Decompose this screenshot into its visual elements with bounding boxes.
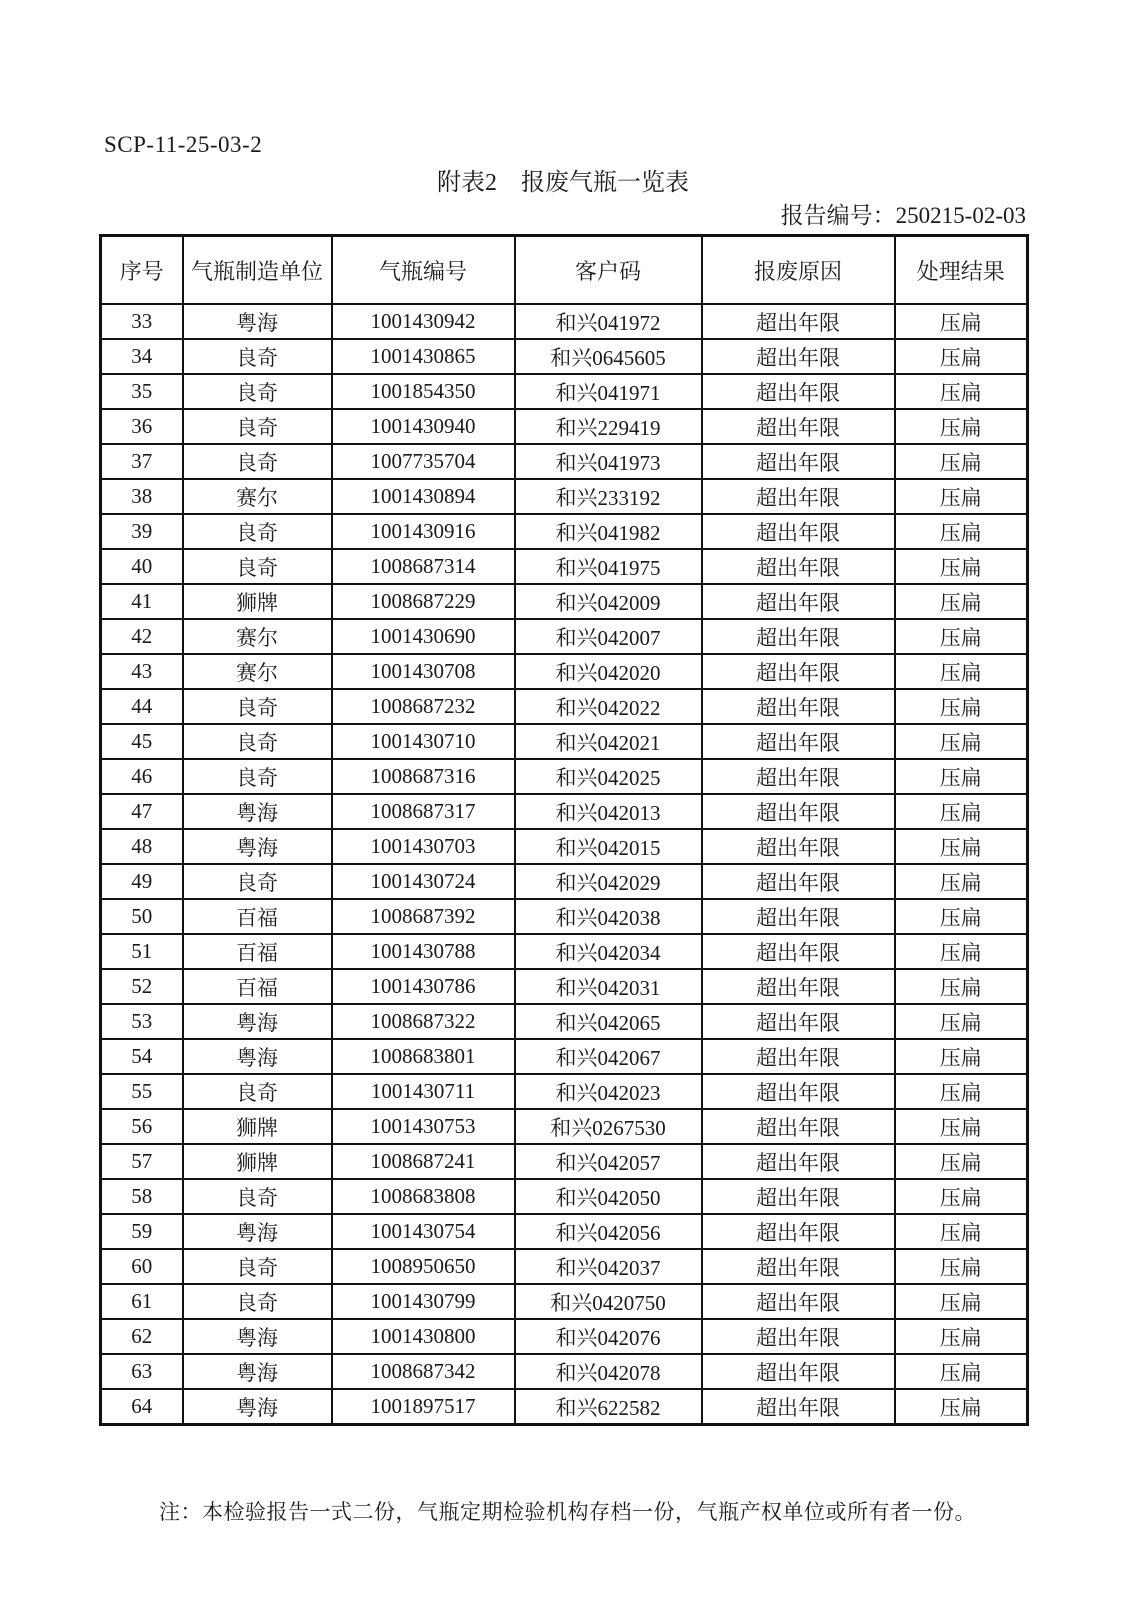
table-cell-customer-code: 和兴042020 [515, 654, 702, 689]
table-row [101, 864, 1028, 899]
table-cell-cylinder-no: 1008687392 [332, 899, 515, 934]
table-cell-cylinder-no: 1001430703 [332, 829, 515, 864]
table-cell-customer-code: 和兴041973 [515, 444, 702, 479]
table-cell-scrap-reason: 超出年限 [702, 374, 895, 409]
table-cell-seq: 57 [101, 1144, 183, 1179]
table-cell-seq: 55 [101, 1074, 183, 1109]
table-row [101, 1214, 1028, 1249]
table-cell-customer-code: 和兴042015 [515, 829, 702, 864]
table-row [101, 374, 1028, 409]
table-cell-manufacturer: 粤海 [183, 1319, 332, 1354]
table-cell-result: 压扁 [895, 969, 1028, 1004]
table-cell-cylinder-no: 1008687314 [332, 549, 515, 584]
table-cell-scrap-reason: 超出年限 [702, 1074, 895, 1109]
table-cell-manufacturer: 粤海 [183, 1004, 332, 1039]
table-cell-scrap-reason: 超出年限 [702, 479, 895, 514]
table-cell-customer-code: 和兴042031 [515, 969, 702, 1004]
table-cell-result: 压扁 [895, 374, 1028, 409]
table-cell-cylinder-no: 1001430711 [332, 1074, 515, 1109]
table-cell-scrap-reason: 超出年限 [702, 304, 895, 339]
table-cell-customer-code: 和兴229419 [515, 409, 702, 444]
table-cell-customer-code: 和兴042021 [515, 724, 702, 759]
table-cell-manufacturer: 良奇 [183, 374, 332, 409]
table-cell-cylinder-no: 1001430690 [332, 619, 515, 654]
table-row [101, 1074, 1028, 1109]
table-cell-result: 压扁 [895, 549, 1028, 584]
table-cell-scrap-reason: 超出年限 [702, 1039, 895, 1074]
header-row [101, 236, 1028, 305]
table-cell-result: 压扁 [895, 1004, 1028, 1039]
table-row [101, 829, 1028, 864]
table-cell-manufacturer: 良奇 [183, 339, 332, 374]
table-cell-seq: 54 [101, 1039, 183, 1074]
table-row [101, 724, 1028, 759]
table-cell-scrap-reason: 超出年限 [702, 409, 895, 444]
table-cell-seq: 34 [101, 339, 183, 374]
table-cell-cylinder-no: 1008687229 [332, 584, 515, 619]
table-cell-customer-code: 和兴042076 [515, 1319, 702, 1354]
table-cell-seq: 53 [101, 1004, 183, 1039]
table-row [101, 1249, 1028, 1284]
table-cell-seq: 33 [101, 304, 183, 339]
table-cell-cylinder-no: 1001430754 [332, 1214, 515, 1249]
table-cell-result: 压扁 [895, 409, 1028, 444]
table-cell-manufacturer: 良奇 [183, 864, 332, 899]
table-cell-customer-code: 和兴042057 [515, 1144, 702, 1179]
table-cell-cylinder-no: 1008687322 [332, 1004, 515, 1039]
col-header-manufacturer: 气瓶制造单位 [183, 236, 332, 305]
table-cell-result: 压扁 [895, 1389, 1028, 1425]
table-cell-result: 压扁 [895, 1109, 1028, 1144]
table-cell-scrap-reason: 超出年限 [702, 1354, 895, 1389]
table-cell-customer-code: 和兴233192 [515, 479, 702, 514]
table-row [101, 654, 1028, 689]
table-cell-cylinder-no: 1001430865 [332, 339, 515, 374]
table-cell-cylinder-no: 1001430799 [332, 1284, 515, 1319]
table-cell-manufacturer: 良奇 [183, 1284, 332, 1319]
table-cell-seq: 45 [101, 724, 183, 759]
table-cell-manufacturer: 百福 [183, 899, 332, 934]
report-number: 报告编号：250215-02-03 [780, 203, 1026, 228]
table-cell-cylinder-no: 1008687316 [332, 759, 515, 794]
table-cell-cylinder-no: 1001430942 [332, 304, 515, 339]
table-cell-scrap-reason: 超出年限 [702, 724, 895, 759]
table-cell-customer-code: 和兴0645605 [515, 339, 702, 374]
table-cell-manufacturer: 粤海 [183, 829, 332, 864]
table-cell-customer-code: 和兴042078 [515, 1354, 702, 1389]
table-row [101, 479, 1028, 514]
table-cell-result: 压扁 [895, 1144, 1028, 1179]
table-row [101, 1179, 1028, 1214]
table-cell-cylinder-no: 1001430916 [332, 514, 515, 549]
table-cell-manufacturer: 良奇 [183, 1179, 332, 1214]
table-cell-result: 压扁 [895, 1179, 1028, 1214]
table-cell-scrap-reason: 超出年限 [702, 584, 895, 619]
table-cell-result: 压扁 [895, 1319, 1028, 1354]
table-cell-scrap-reason: 超出年限 [702, 1214, 895, 1249]
table-cell-customer-code: 和兴042029 [515, 864, 702, 899]
table-row [101, 1109, 1028, 1144]
table-cell-customer-code: 和兴042013 [515, 794, 702, 829]
table-cell-result: 压扁 [895, 479, 1028, 514]
table-cell-seq: 47 [101, 794, 183, 829]
table-cell-result: 压扁 [895, 1249, 1028, 1284]
table-cell-seq: 60 [101, 1249, 183, 1284]
table-cell-seq: 48 [101, 829, 183, 864]
table-cell-seq: 46 [101, 759, 183, 794]
table-row [101, 969, 1028, 1004]
table-cell-manufacturer: 良奇 [183, 549, 332, 584]
table-cell-manufacturer: 良奇 [183, 444, 332, 479]
scrapped-cylinder-table [99, 234, 1029, 1426]
table-cell-result: 压扁 [895, 899, 1028, 934]
table-cell-seq: 64 [101, 1389, 183, 1425]
table-cell-customer-code: 和兴042050 [515, 1179, 702, 1214]
table-cell-result: 压扁 [895, 1074, 1028, 1109]
table-cell-manufacturer: 粤海 [183, 1389, 332, 1425]
table-cell-seq: 39 [101, 514, 183, 549]
table-cell-seq: 43 [101, 654, 183, 689]
table-cell-seq: 37 [101, 444, 183, 479]
table-cell-manufacturer: 良奇 [183, 689, 332, 724]
table-cell-customer-code: 和兴041972 [515, 304, 702, 339]
table-cell-seq: 62 [101, 1319, 183, 1354]
table-cell-cylinder-no: 1008687342 [332, 1354, 515, 1389]
table-cell-manufacturer: 赛尔 [183, 479, 332, 514]
table-cell-result: 压扁 [895, 864, 1028, 899]
table-row [101, 1039, 1028, 1074]
table-cell-manufacturer: 百福 [183, 969, 332, 1004]
table-cell-manufacturer: 良奇 [183, 514, 332, 549]
col-header-scrap-reason: 报废原因 [702, 236, 895, 305]
col-header-cylinder-no: 气瓶编号 [332, 236, 515, 305]
table-cell-seq: 63 [101, 1354, 183, 1389]
table-cell-manufacturer: 粤海 [183, 1354, 332, 1389]
table-cell-scrap-reason: 超出年限 [702, 1179, 895, 1214]
table-cell-customer-code: 和兴042009 [515, 584, 702, 619]
table-cell-cylinder-no: 1001430940 [332, 409, 515, 444]
table-cell-seq: 49 [101, 864, 183, 899]
table-cell-result: 压扁 [895, 724, 1028, 759]
table-cell-manufacturer: 粤海 [183, 794, 332, 829]
col-header-seq: 序号 [101, 236, 183, 305]
table-cell-result: 压扁 [895, 1039, 1028, 1074]
table-row [101, 584, 1028, 619]
table-cell-scrap-reason: 超出年限 [702, 829, 895, 864]
table-cell-cylinder-no: 1008683808 [332, 1179, 515, 1214]
table-cell-manufacturer: 赛尔 [183, 619, 332, 654]
table-cell-scrap-reason: 超出年限 [702, 619, 895, 654]
table-cell-result: 压扁 [895, 514, 1028, 549]
table-cell-manufacturer: 狮牌 [183, 584, 332, 619]
table-cell-manufacturer: 狮牌 [183, 1144, 332, 1179]
table-cell-scrap-reason: 超出年限 [702, 794, 895, 829]
table-cell-cylinder-no: 1007735704 [332, 444, 515, 479]
doc-code: SCP-11-25-03-2 [104, 132, 263, 157]
table-cell-scrap-reason: 超出年限 [702, 864, 895, 899]
table-cell-seq: 41 [101, 584, 183, 619]
table-cell-manufacturer: 良奇 [183, 1249, 332, 1284]
table-cell-seq: 50 [101, 899, 183, 934]
table-cell-scrap-reason: 超出年限 [702, 1249, 895, 1284]
table-cell-cylinder-no: 1001430710 [332, 724, 515, 759]
table-row [101, 549, 1028, 584]
table-row [101, 1389, 1028, 1425]
table-cell-manufacturer: 狮牌 [183, 1109, 332, 1144]
table-cell-result: 压扁 [895, 444, 1028, 479]
table-cell-seq: 61 [101, 1284, 183, 1319]
table-row [101, 1004, 1028, 1039]
table-row [101, 514, 1028, 549]
table-cell-seq: 52 [101, 969, 183, 1004]
table-row [101, 934, 1028, 969]
table-cell-scrap-reason: 超出年限 [702, 759, 895, 794]
table-cell-customer-code: 和兴042037 [515, 1249, 702, 1284]
table-cell-scrap-reason: 超出年限 [702, 969, 895, 1004]
table-cell-cylinder-no: 1001430800 [332, 1319, 515, 1354]
table-cell-customer-code: 和兴042022 [515, 689, 702, 724]
table-cell-scrap-reason: 超出年限 [702, 654, 895, 689]
table-cell-seq: 36 [101, 409, 183, 444]
table-row [101, 1144, 1028, 1179]
table-cell-result: 压扁 [895, 619, 1028, 654]
table-cell-seq: 56 [101, 1109, 183, 1144]
table-row [101, 899, 1028, 934]
table-cell-scrap-reason: 超出年限 [702, 1319, 895, 1354]
table-cell-cylinder-no: 1008687232 [332, 689, 515, 724]
table-cell-seq: 51 [101, 934, 183, 969]
col-header-result: 处理结果 [895, 236, 1028, 305]
table-cell-customer-code: 和兴041982 [515, 514, 702, 549]
table-cell-customer-code: 和兴042065 [515, 1004, 702, 1039]
table-cell-seq: 59 [101, 1214, 183, 1249]
table-row [101, 409, 1028, 444]
table-cell-seq: 38 [101, 479, 183, 514]
table-cell-customer-code: 和兴042007 [515, 619, 702, 654]
table-cell-customer-code: 和兴042034 [515, 934, 702, 969]
table-cell-manufacturer: 百福 [183, 934, 332, 969]
table-cell-cylinder-no: 1001430894 [332, 479, 515, 514]
table-cell-customer-code: 和兴042023 [515, 1074, 702, 1109]
table-cell-customer-code: 和兴041975 [515, 549, 702, 584]
table-cell-seq: 42 [101, 619, 183, 654]
table-row [101, 1354, 1028, 1389]
table-row [101, 794, 1028, 829]
table-cell-scrap-reason: 超出年限 [702, 444, 895, 479]
table-cell-customer-code: 和兴042056 [515, 1214, 702, 1249]
table-cell-result: 压扁 [895, 794, 1028, 829]
table-cell-result: 压扁 [895, 1284, 1028, 1319]
table-cell-cylinder-no: 1001430788 [332, 934, 515, 969]
table-cell-scrap-reason: 超出年限 [702, 1389, 895, 1425]
table-cell-result: 压扁 [895, 689, 1028, 724]
table-cell-manufacturer: 粤海 [183, 1214, 332, 1249]
table-row [101, 759, 1028, 794]
table-cell-customer-code: 和兴0267530 [515, 1109, 702, 1144]
table-row [101, 1284, 1028, 1319]
table-cell-result: 压扁 [895, 339, 1028, 374]
table-cell-cylinder-no: 1001430724 [332, 864, 515, 899]
table-row [101, 339, 1028, 374]
table-cell-manufacturer: 良奇 [183, 759, 332, 794]
table-cell-scrap-reason: 超出年限 [702, 934, 895, 969]
footer-note: 注：本检验报告一式二份，气瓶定期检验机构存档一份，气瓶产权单位或所有者一份。 [159, 1500, 976, 1524]
table-cell-result: 压扁 [895, 934, 1028, 969]
table-cell-cylinder-no: 1001430753 [332, 1109, 515, 1144]
table-cell-scrap-reason: 超出年限 [702, 1284, 895, 1319]
table-cell-customer-code: 和兴622582 [515, 1389, 702, 1425]
table-cell-manufacturer: 粤海 [183, 304, 332, 339]
table-cell-manufacturer: 良奇 [183, 1074, 332, 1109]
table-cell-cylinder-no: 1008687241 [332, 1144, 515, 1179]
table-cell-cylinder-no: 1008950650 [332, 1249, 515, 1284]
table-row [101, 689, 1028, 724]
table-row [101, 444, 1028, 479]
table-row [101, 1319, 1028, 1354]
table-row [101, 619, 1028, 654]
table-cell-scrap-reason: 超出年限 [702, 689, 895, 724]
table-cell-scrap-reason: 超出年限 [702, 1109, 895, 1144]
col-header-customer-code: 客户码 [515, 236, 702, 305]
table-cell-cylinder-no: 1008683801 [332, 1039, 515, 1074]
table-cell-seq: 40 [101, 549, 183, 584]
table-cell-result: 压扁 [895, 654, 1028, 689]
table-cell-scrap-reason: 超出年限 [702, 1144, 895, 1179]
table-cell-scrap-reason: 超出年限 [702, 549, 895, 584]
table-cell-result: 压扁 [895, 584, 1028, 619]
table-cell-manufacturer: 粤海 [183, 1039, 332, 1074]
table-cell-result: 压扁 [895, 759, 1028, 794]
table-cell-scrap-reason: 超出年限 [702, 514, 895, 549]
table-cell-customer-code: 和兴041971 [515, 374, 702, 409]
table-cell-seq: 44 [101, 689, 183, 724]
table-cell-customer-code: 和兴042038 [515, 899, 702, 934]
table-cell-scrap-reason: 超出年限 [702, 339, 895, 374]
table-cell-scrap-reason: 超出年限 [702, 1004, 895, 1039]
table-cell-manufacturer: 赛尔 [183, 654, 332, 689]
table-row [101, 304, 1028, 339]
table-cell-cylinder-no: 1001897517 [332, 1389, 515, 1425]
table-cell-result: 压扁 [895, 829, 1028, 864]
table-cell-scrap-reason: 超出年限 [702, 899, 895, 934]
table-cell-result: 压扁 [895, 1354, 1028, 1389]
page-title: 附表2 报废气瓶一览表 [437, 170, 689, 196]
table-cell-cylinder-no: 1001430786 [332, 969, 515, 1004]
table-cell-customer-code: 和兴042025 [515, 759, 702, 794]
table-cell-cylinder-no: 1008687317 [332, 794, 515, 829]
table-cell-seq: 35 [101, 374, 183, 409]
table-cell-cylinder-no: 1001854350 [332, 374, 515, 409]
table-cell-customer-code: 和兴0420750 [515, 1284, 702, 1319]
table-cell-result: 压扁 [895, 304, 1028, 339]
table-cell-customer-code: 和兴042067 [515, 1039, 702, 1074]
table-cell-manufacturer: 良奇 [183, 724, 332, 759]
table-cell-manufacturer: 良奇 [183, 409, 332, 444]
table-cell-result: 压扁 [895, 1214, 1028, 1249]
table-cell-cylinder-no: 1001430708 [332, 654, 515, 689]
table-cell-seq: 58 [101, 1179, 183, 1214]
